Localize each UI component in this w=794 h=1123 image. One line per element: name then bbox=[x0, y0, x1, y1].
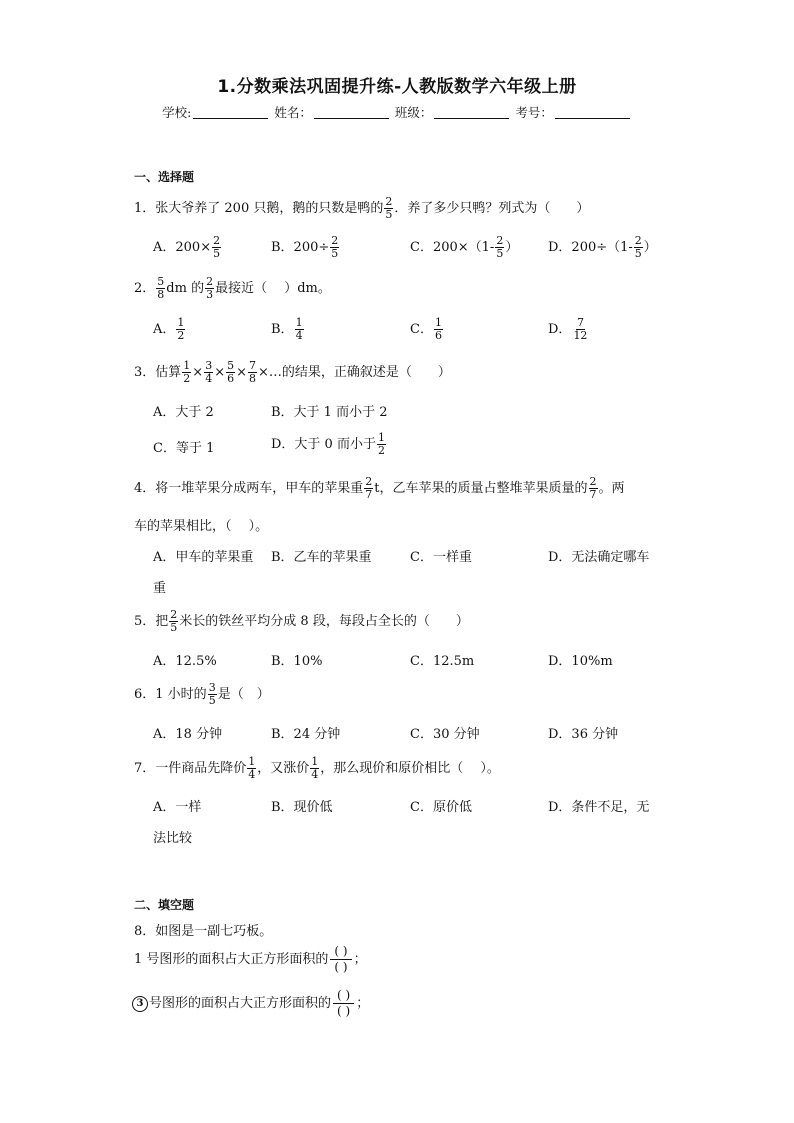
text: 4．将一堆苹果分成两车，甲车的苹果重 bbox=[134, 481, 364, 496]
question-3-stem bbox=[134, 360, 451, 385]
student-info-line bbox=[0, 103, 794, 121]
page-title: 1.分数乘法巩固提升练-人教版数学六年级上册 bbox=[217, 77, 577, 97]
q7-option-d[interactable]: D．条件不足，无 bbox=[548, 800, 650, 815]
class-blank[interactable] bbox=[434, 106, 509, 119]
text: 2． bbox=[134, 281, 156, 296]
fraction bbox=[495, 235, 504, 260]
denominator: 8 bbox=[157, 288, 165, 301]
fraction bbox=[212, 235, 221, 260]
q5-option-d[interactable]: D．10%m bbox=[548, 654, 613, 669]
q3-option-b[interactable]: B．大于 1 而小于 2 bbox=[271, 405, 388, 420]
text: 6．1 小时的 bbox=[134, 687, 207, 702]
text: 3．估算 bbox=[134, 365, 182, 380]
question-8-line2 bbox=[132, 988, 369, 1019]
school-label: 学校: bbox=[162, 105, 192, 120]
numerator: 1 bbox=[183, 359, 191, 372]
text: 米长的铁丝平均分成 8 段，每段占全长的（ ） bbox=[179, 614, 469, 629]
class-label: 班级： bbox=[394, 105, 433, 120]
q7-option-c[interactable]: C．原价低 bbox=[410, 800, 472, 815]
q7-option-b[interactable]: B．现价低 bbox=[271, 800, 333, 815]
q4-option-d[interactable]: D．无法确定哪车 bbox=[548, 550, 650, 565]
q4-option-d-wrap: 重 bbox=[153, 581, 167, 596]
q3-option-a[interactable]: A．大于 2 bbox=[153, 405, 214, 420]
numerator: 7 bbox=[576, 316, 584, 329]
text: B．200÷ bbox=[271, 240, 330, 255]
denominator: 2 bbox=[177, 329, 185, 342]
q6-option-a[interactable]: A．18 分钟 bbox=[153, 727, 223, 742]
denominator: 4 bbox=[248, 768, 256, 781]
text: ，又涨价 bbox=[257, 761, 310, 776]
text: B． bbox=[271, 322, 294, 337]
text: C． bbox=[410, 322, 433, 337]
text: ×… bbox=[258, 365, 282, 380]
numerator: 5 bbox=[227, 359, 235, 372]
denominator: 7 bbox=[589, 488, 597, 501]
text: 7．一件商品先降价 bbox=[134, 761, 247, 776]
numerator: 7 bbox=[249, 359, 256, 372]
denominator: 3 bbox=[206, 288, 214, 301]
numerator: 1 bbox=[295, 316, 303, 329]
school-blank[interactable] bbox=[193, 106, 268, 119]
denominator: 2 bbox=[183, 372, 191, 385]
text: A．200× bbox=[153, 240, 212, 255]
text: × bbox=[192, 365, 204, 380]
text: D．大于 0 而小于 bbox=[271, 437, 376, 452]
q3-option-d[interactable] bbox=[271, 432, 387, 457]
fraction bbox=[377, 432, 386, 457]
denominator: ( ) bbox=[337, 1004, 351, 1018]
q6-option-b[interactable]: B．24 分钟 bbox=[271, 727, 341, 742]
fraction bbox=[248, 360, 257, 385]
text: D．200÷（1- bbox=[548, 240, 633, 255]
text: A． bbox=[153, 322, 176, 337]
q1-text-end: ．养了多少只鸭？列式为（ ） bbox=[394, 201, 590, 216]
fraction bbox=[208, 682, 217, 707]
text: t，乙车苹果的质量占整堆苹果质量的 bbox=[374, 481, 588, 496]
text: 5．把 bbox=[134, 614, 169, 629]
q2-option-d[interactable] bbox=[548, 317, 589, 342]
fraction bbox=[295, 317, 304, 342]
numerator: 2 bbox=[365, 475, 373, 488]
q5-option-c[interactable]: C．12.5m bbox=[410, 654, 475, 669]
fraction bbox=[176, 317, 185, 342]
text: ； bbox=[356, 996, 370, 1011]
fraction bbox=[169, 609, 178, 634]
q5-option-b[interactable]: B．10% bbox=[271, 654, 323, 669]
q1-option-d[interactable] bbox=[548, 235, 657, 260]
text: ，那么现价和原价相比（ ）。 bbox=[320, 761, 500, 776]
question-4-line2: 车的苹果相比，（ ）。 bbox=[134, 519, 269, 534]
text: D． bbox=[548, 322, 572, 337]
numerator: 5 bbox=[157, 275, 165, 288]
circled-number-icon: 3 bbox=[132, 996, 148, 1012]
q1-option-a[interactable] bbox=[153, 235, 222, 260]
q5-option-a[interactable]: A．12.5% bbox=[153, 654, 217, 669]
section-heading-choice: 一、选择题 bbox=[134, 170, 195, 184]
question-5-stem bbox=[134, 609, 469, 634]
fraction bbox=[384, 196, 393, 221]
question-6-stem bbox=[134, 682, 270, 707]
numerator: 2 bbox=[213, 234, 221, 247]
numerator: 1 bbox=[311, 755, 319, 768]
denominator: 5 bbox=[331, 247, 339, 260]
question-8-stem: 8．如图是一副七巧板。 bbox=[134, 924, 273, 939]
answer-fraction-blank-1[interactable] bbox=[330, 944, 351, 975]
numerator: 2 bbox=[634, 234, 642, 247]
text: 。两 bbox=[598, 481, 625, 496]
numerator: 3 bbox=[208, 681, 216, 694]
fraction bbox=[434, 317, 443, 342]
fraction bbox=[589, 476, 598, 501]
numerator: ( ) bbox=[333, 988, 354, 1004]
numerator: ( ) bbox=[330, 944, 351, 960]
numerator: 2 bbox=[496, 234, 504, 247]
q2-option-a[interactable] bbox=[153, 317, 186, 342]
q4-option-a[interactable]: A．甲车的苹果重 bbox=[153, 550, 254, 565]
fraction bbox=[205, 276, 214, 301]
numerator: 2 bbox=[206, 275, 214, 288]
denominator: 5 bbox=[213, 247, 221, 260]
text: ） bbox=[505, 240, 519, 255]
question-1-stem bbox=[134, 196, 589, 221]
text: 号图形的面积占大正方形面积的 bbox=[149, 996, 332, 1011]
q2-option-b[interactable] bbox=[271, 317, 305, 342]
numerator: 2 bbox=[589, 475, 597, 488]
fraction bbox=[247, 756, 256, 781]
text: × bbox=[236, 365, 247, 380]
denominator: 5 bbox=[496, 247, 504, 260]
numerator: 1 bbox=[434, 316, 442, 329]
question-2-stem bbox=[134, 276, 331, 301]
number-blank[interactable] bbox=[555, 106, 630, 119]
q4-option-c[interactable]: C．一样重 bbox=[410, 550, 472, 565]
fraction bbox=[204, 360, 213, 385]
denominator: ( ) bbox=[334, 960, 348, 974]
q6-option-c[interactable]: C．30 分钟 bbox=[410, 727, 480, 742]
numerator: 1 bbox=[177, 316, 185, 329]
text: ） bbox=[643, 240, 657, 255]
text: ； bbox=[353, 952, 367, 967]
fraction bbox=[156, 276, 165, 301]
numerator: 3 bbox=[205, 359, 213, 372]
q6-option-d[interactable]: D．36 分钟 bbox=[548, 727, 619, 742]
question-4-stem bbox=[134, 476, 625, 501]
denominator: 6 bbox=[227, 372, 235, 385]
number-label: 考号： bbox=[515, 105, 553, 120]
q1-text: 1．张大爷养了 200 只鹅，鹅的只数是鸭的 bbox=[134, 201, 384, 216]
denominator: 4 bbox=[295, 329, 303, 342]
numerator: 2 bbox=[385, 195, 393, 208]
fraction bbox=[572, 317, 588, 342]
denominator: 6 bbox=[434, 329, 442, 342]
q3-option-c[interactable]: C．等于 1 bbox=[153, 441, 215, 456]
denominator: 7 bbox=[365, 488, 373, 501]
text: C．200×（1- bbox=[410, 240, 495, 255]
text: 的结果，正确叙述是（ ） bbox=[281, 365, 451, 380]
question-8-line1 bbox=[134, 944, 367, 975]
name-blank[interactable] bbox=[314, 106, 389, 119]
fraction bbox=[182, 360, 191, 385]
q1-option-c[interactable] bbox=[410, 235, 518, 260]
fraction bbox=[226, 360, 235, 385]
question-7-stem bbox=[134, 756, 500, 781]
denominator: 2 bbox=[377, 444, 385, 457]
denominator: 8 bbox=[249, 372, 256, 385]
q1-option-b[interactable] bbox=[271, 235, 340, 260]
q7-option-d-wrap: 法比较 bbox=[153, 831, 193, 846]
text: × bbox=[214, 365, 226, 380]
q2-option-c[interactable] bbox=[410, 317, 444, 342]
fraction bbox=[364, 476, 373, 501]
fraction bbox=[634, 235, 643, 260]
fraction bbox=[330, 235, 339, 260]
numerator: 2 bbox=[331, 234, 339, 247]
denominator: 5 bbox=[208, 694, 216, 707]
q7-option-a[interactable]: A．一样 bbox=[153, 800, 202, 815]
denominator: 5 bbox=[170, 621, 178, 634]
q4-option-b[interactable]: B．乙车的苹果重 bbox=[271, 550, 372, 565]
numerator: 1 bbox=[377, 431, 385, 444]
fraction bbox=[310, 756, 319, 781]
numerator: 1 bbox=[248, 755, 256, 768]
answer-fraction-blank-2[interactable] bbox=[333, 988, 354, 1019]
numerator: 2 bbox=[170, 608, 178, 621]
denominator: 5 bbox=[634, 247, 642, 260]
section-heading-fill: 二、填空题 bbox=[134, 898, 195, 912]
text: dm 的 bbox=[166, 281, 205, 296]
text: 最接近（ ）dm。 bbox=[215, 281, 331, 296]
text: 1 号图形的面积占大正方形面积的 bbox=[134, 952, 329, 967]
denominator: 4 bbox=[311, 768, 319, 781]
text: 是（ ） bbox=[217, 687, 270, 702]
denominator: 4 bbox=[205, 372, 213, 385]
name-label: 姓名： bbox=[274, 105, 312, 120]
denominator: 12 bbox=[573, 329, 588, 342]
denominator: 5 bbox=[385, 208, 393, 221]
